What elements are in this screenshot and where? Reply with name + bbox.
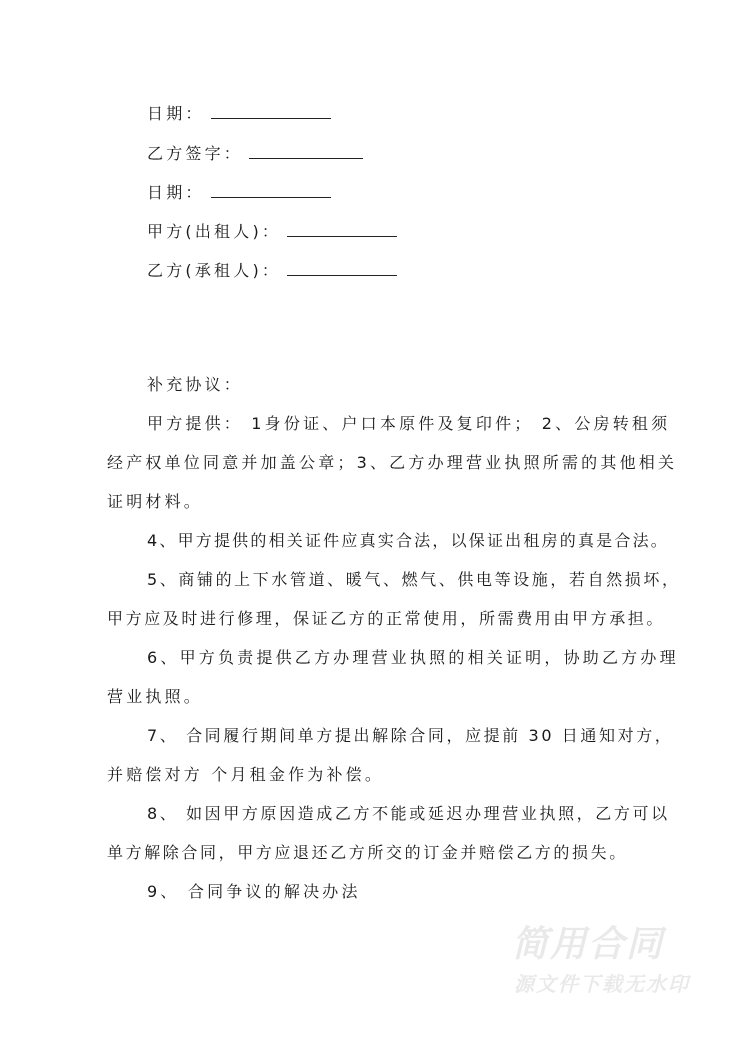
paragraph-line: 9、 合同争议的解决办法	[147, 882, 361, 901]
signature-label: 乙方(承租人)：	[147, 261, 282, 280]
paragraph-line: 5、商铺的上下水管道、暖气、燃气、供电等设施，若自然损坏，	[147, 570, 681, 589]
signature-label: 日期：	[147, 104, 205, 123]
paragraph-line: 证明材料。	[107, 492, 204, 511]
signature-blank	[287, 274, 397, 276]
signature-blank	[211, 196, 331, 198]
watermark-title: 简用合同	[512, 924, 665, 965]
section-title: 补充协议：	[147, 375, 244, 394]
paragraph-line: 4、甲方提供的相关证件应真实合法，以保证出租房的真是合法。	[147, 531, 669, 550]
paragraph-line: 经产权单位同意并加盖公章；3、乙方办理营业执照所需的其他相关	[107, 453, 678, 472]
signature-blank	[287, 235, 397, 237]
paragraph-line: 甲方提供： 1身份证、户口本原件及复印件； 2、公房转租须	[147, 414, 671, 433]
paragraph-line: 8、 如因甲方原因造成乙方不能或延迟办理营业执照，乙方可以	[147, 804, 670, 823]
signature-label: 日期：	[147, 183, 205, 202]
paragraph-line: 6、甲方负责提供乙方办理营业执照的相关证明，协助乙方办理	[147, 648, 679, 667]
paragraph-line: 7、 合同履行期间单方提出解除合同，应提前 30 日通知对方，	[147, 726, 674, 745]
signature-line-date-2	[147, 180, 331, 203]
watermark-subtitle: 源文件下载无水印	[514, 972, 690, 996]
paragraph-line: 并赔偿对方 个月租金作为补偿。	[107, 765, 385, 784]
signature-label: 乙方签字：	[147, 144, 244, 163]
signature-line-lessor	[147, 219, 397, 242]
signature-line-lessee	[147, 258, 397, 281]
paragraph-line: 甲方应及时进行修理，保证乙方的正常使用，所需费用由甲方承担。	[107, 609, 666, 628]
paragraph-line: 营业执照。	[107, 687, 204, 706]
signature-line-party-b-sign	[147, 141, 363, 164]
paragraph-line: 单方解除合同，甲方应退还乙方所交的订金并赔偿乙方的损失。	[107, 843, 628, 862]
signature-blank	[249, 157, 363, 159]
signature-line-date-1	[147, 101, 331, 124]
signature-label: 甲方(出租人)：	[147, 222, 282, 241]
signature-blank	[211, 117, 331, 119]
